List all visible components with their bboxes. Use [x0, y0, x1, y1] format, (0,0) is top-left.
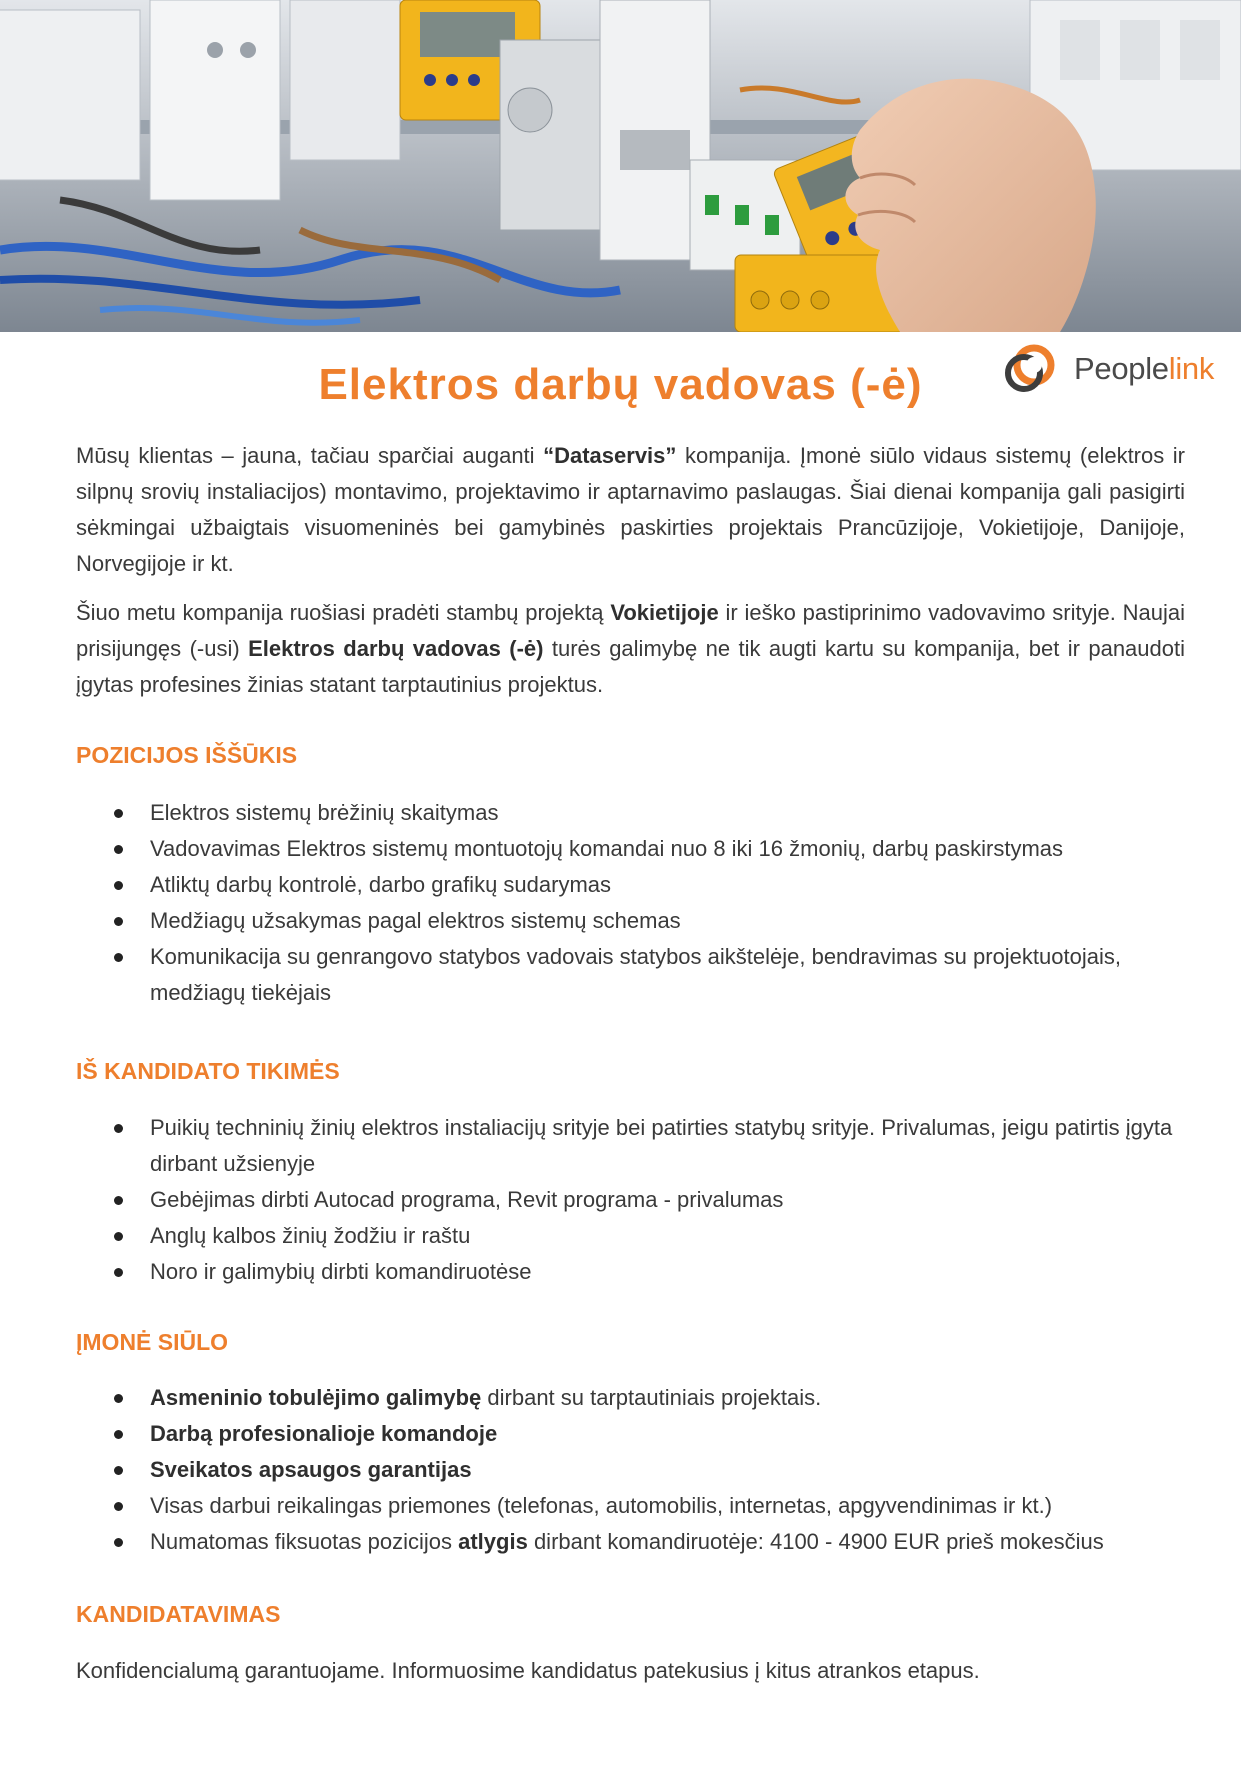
bullet-icon: [114, 1502, 123, 1511]
application-text: Konfidencialumą garantuojame. Informuosime kandidatus patekusius į kitus atrankos etapus.: [76, 1658, 980, 1683]
offer-list: [76, 1380, 1185, 1560]
bullet-icon: [114, 1394, 123, 1403]
list-item: Noro ir galimybių dirbti komandiruotėse: [76, 1254, 1185, 1290]
list-item: Elektros sistemų brėžinių skaitymas: [76, 795, 1185, 831]
list-item: Atliktų darbų kontrolė, darbo grafikų sudarymas: [76, 867, 1185, 903]
electrical-panel-illustration: [0, 0, 1241, 332]
bullet-icon: [114, 845, 123, 854]
list-item: Gebėjimas dirbti Autocad programa, Revit programa - privalumas: [76, 1182, 1185, 1218]
bullet-icon: [114, 1538, 123, 1547]
bullet-icon: [114, 1124, 123, 1133]
logo-wordmark: Peoplelink: [1074, 351, 1215, 386]
section-heading-challenges: POZICIJOS IŠŠŪKIS: [76, 742, 298, 768]
section-heading-expectations: IŠ KANDIDATO TIKIMĖS: [76, 1058, 340, 1084]
intro-paragraph-2: Šiuo metu kompanija ruošiasi pradėti stambų projektą Vokietijoje ir ieško pastiprinimo vadovavimo srityje. Naujai prisijungęs (-usi) Elektros darbų vadovas (-ė) turės galimybę ne tik augti kartu su kompanija, bet ir panaudoti įgytas profesines žinias statant tarptautinius projektus.: [76, 600, 1186, 697]
list-item: Puikių techninių žinių elektros instaliacijų srityje bei patirties statybų srityje. Privalumas, jeigu patirtis įgyta dirbant užsienyje: [76, 1110, 1185, 1182]
list-item: Anglų kalbos žinių žodžiu ir raštu: [76, 1218, 1185, 1254]
bullet-icon: [114, 1268, 123, 1277]
bullet-icon: [114, 1466, 123, 1475]
list-item: Vadovavimas Elektros sistemų montuotojų komandai nuo 8 iki 16 žmonių, darbų paskirstymas: [76, 831, 1185, 867]
intro-paragraph-1: Mūsų klientas – jauna, tačiau sparčiai auganti “Dataservis” kompanija. Įmonė siūlo vidaus sistemų (elektros ir silpnų srovių instaliacijos) montavimo, projektavimo ir aptarnavimo paslaugas. Šiai dienai kompanija gali pasigirti sėkmingai užbaigtais visuomeninės bei gamybinės paskirties projektais Prancūzijoje, Vokietijoje, Danijoje, Norvegijoje ir kt.: [76, 443, 1186, 576]
expectations-list: [76, 1110, 1185, 1290]
list-item: Visas darbui reikalingas priemones (telefonas, automobilis, internetas, apgyvendinimas ir kt.): [76, 1488, 1185, 1524]
list-item: Sveikatos apsaugos garantijas: [76, 1452, 1185, 1488]
hero-image: [0, 0, 1241, 332]
challenges-list: [76, 795, 1185, 1011]
bullet-icon: [114, 1430, 123, 1439]
job-description: [76, 438, 1186, 1683]
bullet-icon: [114, 1232, 123, 1241]
bullet-icon: [114, 881, 123, 890]
bullet-icon: [114, 1196, 123, 1205]
section-heading-offer: ĮMONĖ SIŪLO: [76, 1329, 229, 1355]
bullet-icon: [114, 953, 123, 962]
list-item: Darbą profesionalioje komandoje: [76, 1416, 1185, 1452]
bullet-icon: [114, 917, 123, 926]
list-item: Asmeninio tobulėjimo galimybę dirbant su tarptautiniais projektais.: [76, 1380, 1185, 1416]
list-item: Medžiagų užsakymas pagal elektros sistemų schemas: [76, 903, 1185, 939]
section-heading-application: KANDIDATAVIMAS: [76, 1601, 281, 1627]
list-item: Numatomas fiksuotas pozicijos atlygis dirbant komandiruotėje: 4100 - 4900 EUR prieš mokesčius: [76, 1524, 1185, 1560]
job-title: Elektros darbų vadovas (-ė): [318, 360, 923, 409]
list-item: Komunikacija su genrangovo statybos vadovais statybos aikštelėje, bendravimas su projektuotojais, medžiagų tiekėjais: [76, 939, 1185, 1011]
bullet-icon: [114, 809, 123, 818]
